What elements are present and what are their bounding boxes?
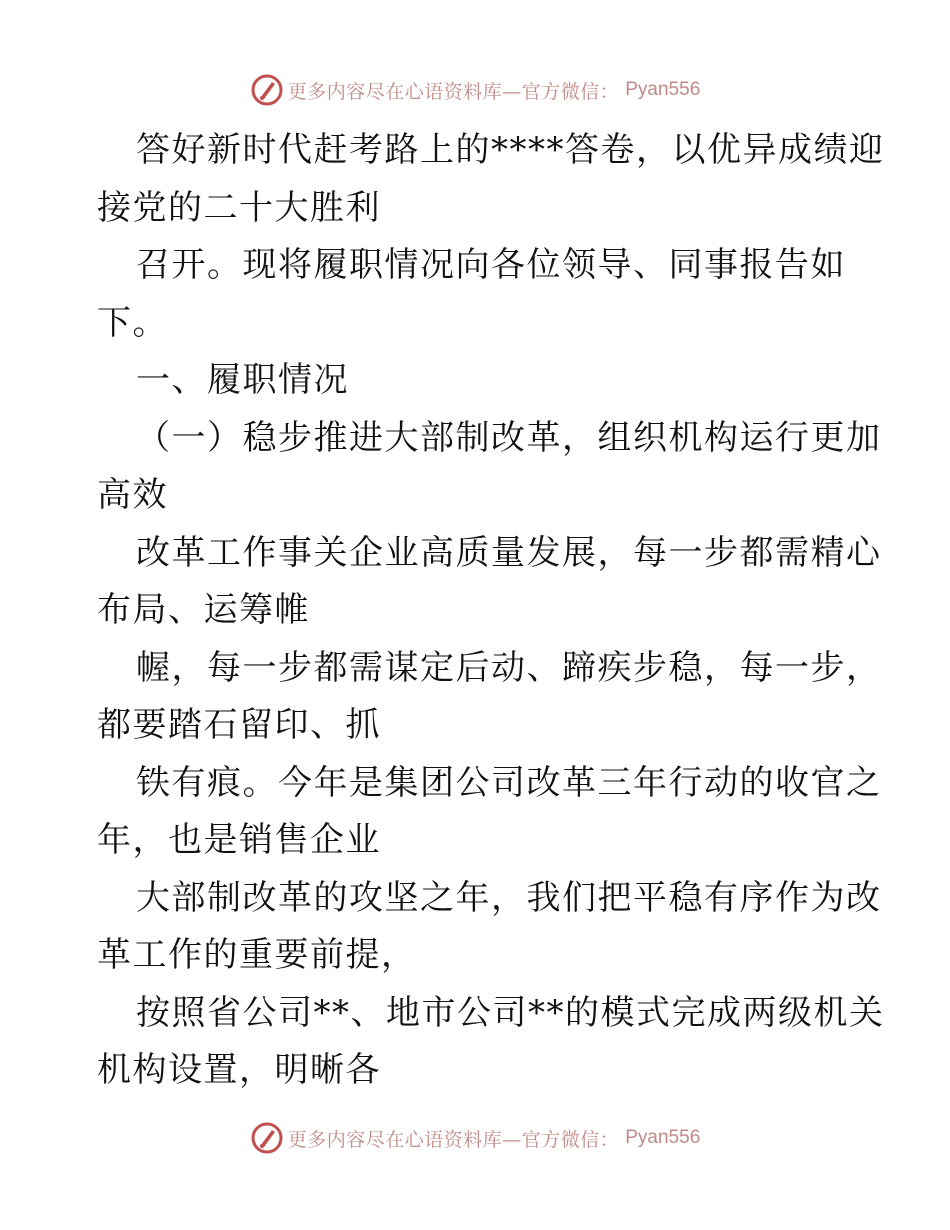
paragraph-line: 都要踏石留印、抓 bbox=[97, 705, 381, 745]
watermark-wechat-id: Pyan556 bbox=[625, 1127, 701, 1148]
footer-watermark bbox=[0, 1118, 950, 1158]
header-watermark bbox=[0, 70, 950, 110]
document-body bbox=[97, 122, 885, 1100]
paragraph-line: 机构设置，明晰各 bbox=[97, 1050, 381, 1090]
paragraph-line: 下。 bbox=[97, 302, 168, 343]
paragraph bbox=[97, 985, 885, 1100]
paragraph-line: 接党的二十大胜利 bbox=[97, 187, 381, 228]
paragraph-line: 答好新时代赶考路上的****答卷，以优异成绩迎 bbox=[136, 130, 885, 170]
paragraph bbox=[97, 870, 882, 985]
paragraph-line: 布局、运筹帷 bbox=[97, 590, 310, 630]
paragraph bbox=[97, 755, 882, 870]
paragraph-line: （一）稳步推进大部制改革，组织机构运行更加 bbox=[136, 417, 882, 458]
section-heading bbox=[97, 352, 857, 410]
pen-seal-icon bbox=[250, 1121, 284, 1155]
paragraph bbox=[97, 525, 882, 640]
paragraph-line: 铁有痕。今年是集团公司改革三年行动的收官之 bbox=[136, 762, 882, 803]
watermark-text: 更多内容尽在心语资料库—官方微信： bbox=[287, 80, 620, 103]
paragraph-line: 幄，每一步都需谋定后动、蹄疾步稳，每一步， bbox=[136, 647, 882, 688]
paragraph-line: 按照省公司**、地市公司**的模式完成两级机关 bbox=[136, 992, 885, 1033]
paragraph-line: 召开。现将履职情况向各位领导、同事报告如 bbox=[136, 245, 846, 285]
paragraph bbox=[97, 122, 885, 237]
paragraph-line: 大部制改革的攻坚之年，我们把平稳有序作为改 bbox=[136, 877, 882, 918]
paragraph-line: 高效 bbox=[97, 475, 168, 515]
heading-text: 一、履职情况 bbox=[136, 360, 349, 400]
watermark-wechat-id: Pyan556 bbox=[625, 79, 701, 100]
watermark-text: 更多内容尽在心语资料库—官方微信： bbox=[287, 1128, 620, 1151]
paragraph bbox=[97, 237, 857, 352]
paragraph bbox=[97, 640, 882, 755]
paragraph-line: 改革工作事关企业高质量发展，每一步都需精心 bbox=[136, 532, 882, 573]
paragraph-line: 革工作的重要前提， bbox=[97, 935, 417, 975]
paragraph-line: 年，也是销售企业 bbox=[97, 820, 381, 860]
pen-seal-icon bbox=[250, 73, 284, 107]
subsection-heading bbox=[97, 410, 882, 525]
